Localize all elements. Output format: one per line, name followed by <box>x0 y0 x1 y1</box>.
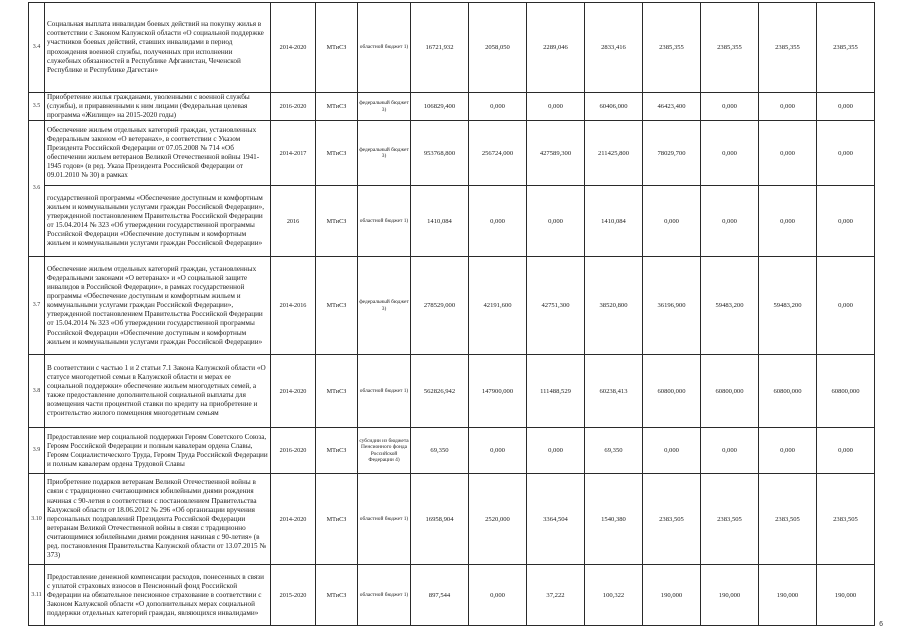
amount-cell: 211425,800 <box>585 121 643 186</box>
activity-name: Обеспечение жильем отдельных категорий граждан, установленных Федеральным законом «О ветеранах», в соответствии с Указом Президента Российской Федерации от 07.05.2008 № 714 «Об обеспечении жильем ветеранов Великой Отечественной войны 1941-1945 годов» (в ред. Указа Президента Российской Федерации от 09.01.2010 № 30) в рамках <box>45 121 271 186</box>
amount-cell: 278529,000 <box>411 257 469 355</box>
amount-cell: 0,000 <box>469 565 527 626</box>
implementation-period: 2014-2017 <box>271 121 316 186</box>
table-row <box>29 3 875 93</box>
amount-cell: 2385,355 <box>759 3 817 93</box>
amount-cell: 0,000 <box>701 186 759 257</box>
implementation-period: 2014-2016 <box>271 257 316 355</box>
amount-cell: 0,000 <box>643 428 701 474</box>
activity-name: В соответствии с частью 1 и 2 статьи 7.1 Закона Калужской области «О статусе многодетной семьи в Калужской области и мерах ее социальной поддержки» обеспечение жильем многодетных семей, а также предоставление дополнительной социальной выплаты для возмещения части процентной ставки по кредиту на приобретение и строительство жилого помещения многодетным семьям <box>45 355 271 428</box>
executor: МТиСЗ <box>316 565 358 626</box>
amount-cell: 60800,000 <box>701 355 759 428</box>
funding-source: областной бюджет 1) <box>358 565 411 626</box>
amount-cell: 16721,932 <box>411 3 469 93</box>
amount-cell: 2289,046 <box>527 3 585 93</box>
amount-cell: 897,544 <box>411 565 469 626</box>
amount-cell: 256724,000 <box>469 121 527 186</box>
amount-cell: 3364,504 <box>527 474 585 565</box>
amount-cell: 2385,355 <box>817 3 875 93</box>
executor: МТиСЗ <box>316 93 358 121</box>
amount-cell: 190,000 <box>817 565 875 626</box>
amount-cell: 0,000 <box>817 186 875 257</box>
implementation-period: 2014-2020 <box>271 355 316 428</box>
amount-cell: 111488,529 <box>527 355 585 428</box>
implementation-period: 2015-2020 <box>271 565 316 626</box>
program-activities-table <box>28 2 875 626</box>
table-row <box>29 355 875 428</box>
amount-cell: 0,000 <box>701 93 759 121</box>
amount-cell: 190,000 <box>643 565 701 626</box>
executor: МТиСЗ <box>316 355 358 428</box>
amount-cell: 60406,000 <box>585 93 643 121</box>
amount-cell: 2385,355 <box>701 3 759 93</box>
funding-source: федеральный бюджет 3) <box>358 121 411 186</box>
table-row <box>29 121 875 186</box>
amount-cell: 100,322 <box>585 565 643 626</box>
activity-name: Предоставление мер социальной поддержки Героям Советского Союза, Героям Российской Федерации и полным кавалерам ордена Славы, Героям Социалистического Труда, Героям Труда Российской Федерации и полным кавалерам ордена Трудовой Славы <box>45 428 271 474</box>
activity-name: Социальная выплата инвалидам боевых действий на покупку жилья в соответствии с Законом Калужской области «О социальной поддержке участников боевых действий, ставших инвалидами в период прохождения военной службы, полученных при исполнении служебных обязанностей в Республике Афганистан, Чеченской Республике и Республике Дагестан» <box>45 3 271 93</box>
amount-cell: 0,000 <box>759 93 817 121</box>
amount-cell: 2520,000 <box>469 474 527 565</box>
amount-cell: 16958,904 <box>411 474 469 565</box>
funding-source: субсидии из бюджета Пенсионного фонда Российской Федерации 4) <box>358 428 411 474</box>
amount-cell: 147900,000 <box>469 355 527 428</box>
activity-name: Обеспечение жильем отдельных категорий граждан, установленных Федеральными законами «О ветеранах» и «О социальной защите инвалидов в Российской Федерации», в рамках государственной программы «Обеспечение доступным и комфортным жильем и коммунальными услугами граждан Российской Федерации», утвержденной постановлением Правительства Российской Федерации от 15.04.2014 № 323 «Об утверждении государственной программы Российской Федерации «Обеспечение доступным и комфортным жильем и коммунальными услугами граждан Российской Федерации» <box>45 257 271 355</box>
activity-name: государственной программы «Обеспечение доступным и комфортным жильем и коммунальными услугами граждан Российской Федерации», утвержденной постановлением Правительства Российской Федерации от 15.04.2014 № 323 «Об утверждении государственной программы Российской Федерации «Обеспечение доступным и комфортным жильем и коммунальными услугами граждан Российской Федерации» <box>45 186 271 257</box>
amount-cell: 0,000 <box>701 428 759 474</box>
amount-cell: 0,000 <box>527 93 585 121</box>
implementation-period: 2016-2020 <box>271 428 316 474</box>
executor: МТиСЗ <box>316 121 358 186</box>
amount-cell: 59483,200 <box>759 257 817 355</box>
amount-cell: 0,000 <box>817 121 875 186</box>
amount-cell: 0,000 <box>469 428 527 474</box>
amount-cell: 0,000 <box>527 186 585 257</box>
amount-cell: 0,000 <box>759 121 817 186</box>
amount-cell: 69,350 <box>585 428 643 474</box>
executor: МТиСЗ <box>316 186 358 257</box>
amount-cell: 0,000 <box>469 186 527 257</box>
amount-cell: 0,000 <box>817 428 875 474</box>
amount-cell: 2383,505 <box>643 474 701 565</box>
table-row <box>29 186 875 257</box>
executor: МТиСЗ <box>316 428 358 474</box>
row-number: 3.8 <box>29 355 45 428</box>
amount-cell: 562826,942 <box>411 355 469 428</box>
table-row <box>29 257 875 355</box>
amount-cell: 1410,084 <box>585 186 643 257</box>
amount-cell: 190,000 <box>701 565 759 626</box>
amount-cell: 953768,800 <box>411 121 469 186</box>
amount-cell: 106829,400 <box>411 93 469 121</box>
amount-cell: 38520,800 <box>585 257 643 355</box>
amount-cell: 2058,050 <box>469 3 527 93</box>
row-number: 3.9 <box>29 428 45 474</box>
amount-cell: 2383,505 <box>701 474 759 565</box>
funding-source: областной бюджет 1) <box>358 3 411 93</box>
amount-cell: 190,000 <box>759 565 817 626</box>
funding-source: областной бюджет 1) <box>358 355 411 428</box>
executor: МТиСЗ <box>316 3 358 93</box>
row-number: 3.10 <box>29 474 45 565</box>
amount-cell: 0,000 <box>643 186 701 257</box>
amount-cell: 427589,300 <box>527 121 585 186</box>
table-row <box>29 93 875 121</box>
amount-cell: 0,000 <box>759 186 817 257</box>
amount-cell: 60800,000 <box>817 355 875 428</box>
activity-name: Приобретение подарков ветеранам Великой Отечественной войны в связи с традиционно считающимися юбилейными днями рождения начиная с 90-летия в соответствии с постановлением Правительства Калужской области от 18.06.2012 № 296 «Об организации вручения персональных поздравлений Президента Российской Федерации ветеранам Великой Отечественной войны в связи с традиционно считающимися юбилейными днями рождения начиная с 90-летия» (в ред. постановления Правительства Калужской области от 13.07.2015 № 373) <box>45 474 271 565</box>
amount-cell: 60800,000 <box>759 355 817 428</box>
funding-source: федеральный бюджет 3) <box>358 93 411 121</box>
amount-cell: 0,000 <box>759 428 817 474</box>
amount-cell: 0,000 <box>701 121 759 186</box>
amount-cell: 2833,416 <box>585 3 643 93</box>
page-number: 6 <box>879 621 883 628</box>
amount-cell: 0,000 <box>469 93 527 121</box>
amount-cell: 78029,700 <box>643 121 701 186</box>
amount-cell: 69,350 <box>411 428 469 474</box>
row-number: 3.4 <box>29 3 45 93</box>
table-row <box>29 428 875 474</box>
activity-name: Предоставление денежной компенсации расходов, понесенных в связи с уплатой страховых взносов в Пенсионный фонд Российской Федерации на обязательное пенсионное страхование в соответствии с Законом Калужской области «О дополнительных мерах социальной поддержки отдельных категорий граждан, являющихся инвалидами» <box>45 565 271 626</box>
table-row <box>29 565 875 626</box>
amount-cell: 36196,900 <box>643 257 701 355</box>
amount-cell: 2385,355 <box>643 3 701 93</box>
row-number: 3.7 <box>29 257 45 355</box>
table-body <box>29 3 875 626</box>
implementation-period: 2014-2020 <box>271 3 316 93</box>
funding-source: областной бюджет 1) <box>358 186 411 257</box>
table-row <box>29 474 875 565</box>
amount-cell: 2383,505 <box>759 474 817 565</box>
executor: МТиСЗ <box>316 257 358 355</box>
amount-cell: 2383,505 <box>817 474 875 565</box>
amount-cell: 42751,300 <box>527 257 585 355</box>
row-number: 3.6 <box>29 121 45 257</box>
amount-cell: 0,000 <box>817 257 875 355</box>
implementation-period: 2016-2020 <box>271 93 316 121</box>
executor: МТиСЗ <box>316 474 358 565</box>
amount-cell: 60800,000 <box>643 355 701 428</box>
amount-cell: 1410,084 <box>411 186 469 257</box>
amount-cell: 0,000 <box>817 93 875 121</box>
amount-cell: 37,222 <box>527 565 585 626</box>
implementation-period: 2014-2020 <box>271 474 316 565</box>
row-number: 3.11 <box>29 565 45 626</box>
amount-cell: 0,000 <box>527 428 585 474</box>
activity-name: Приобретение жилья гражданами, уволенными с военной службы (службы), и приравненными к ним лицами (Федеральная целевая программа «Жилище» на 2015-2020 годы) <box>45 93 271 121</box>
amount-cell: 60238,413 <box>585 355 643 428</box>
funding-source: областной бюджет 1) <box>358 474 411 565</box>
implementation-period: 2016 <box>271 186 316 257</box>
amount-cell: 42191,600 <box>469 257 527 355</box>
amount-cell: 59483,200 <box>701 257 759 355</box>
amount-cell: 46423,400 <box>643 93 701 121</box>
amount-cell: 1540,380 <box>585 474 643 565</box>
row-number: 3.5 <box>29 93 45 121</box>
funding-source: федеральный бюджет 3) <box>358 257 411 355</box>
